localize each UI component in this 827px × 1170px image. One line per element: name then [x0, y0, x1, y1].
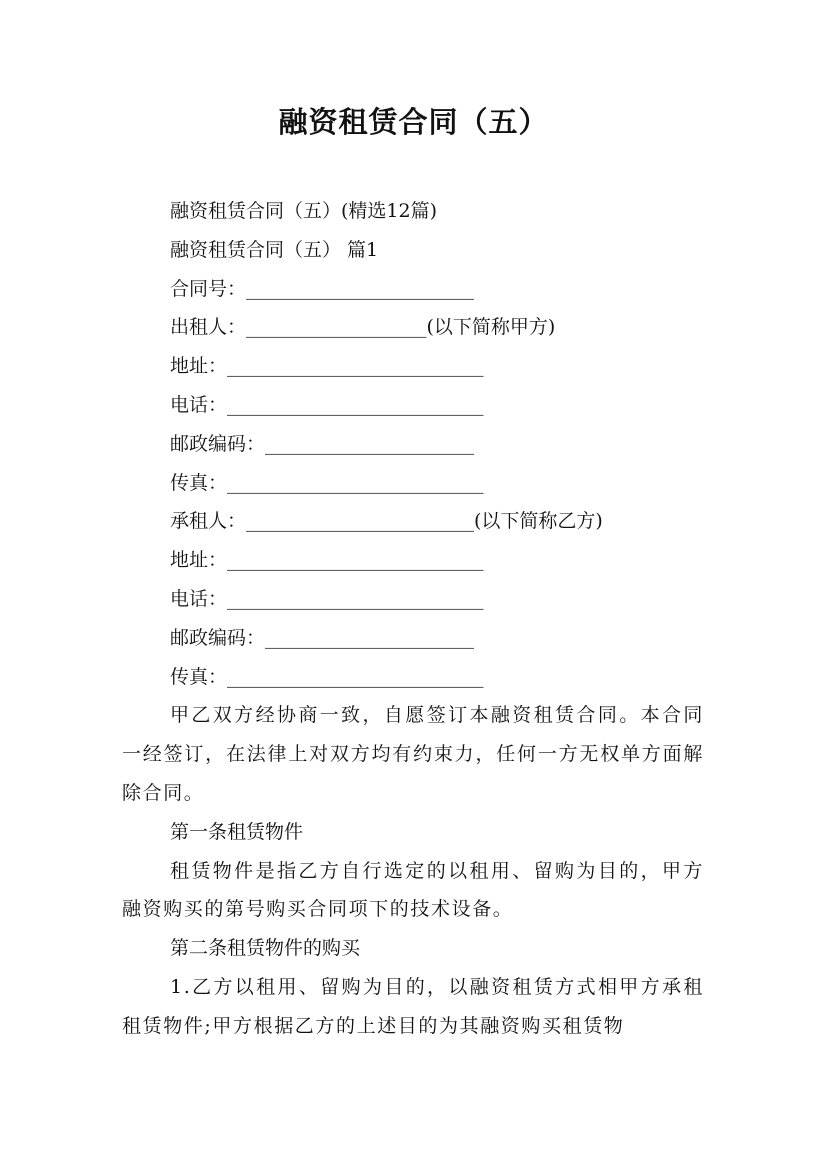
lessor-postcode-field: 邮政编码：______________________	[170, 432, 475, 455]
article-2-heading: 第二条租赁物件的购买	[170, 937, 361, 960]
contract-number-field: 合同号：________________________	[170, 277, 475, 300]
document-title: 融资租赁合同（五）	[278, 105, 549, 139]
lessor-address-field: 地址：___________________________	[170, 355, 484, 378]
lessee-fax-field: 传真：___________________________	[170, 665, 484, 688]
article-1-heading: 第一条租赁物件	[170, 820, 304, 843]
lessee-postcode-field: 邮政编码：______________________	[170, 626, 475, 649]
agreement-paragraph: 甲乙双方经协商一致，自愿签订本融资租赁合同。本合同一经签订，在法律上对双方均有约束力，任何一方无权单方面解除合同。	[122, 704, 704, 804]
lessor-phone-field: 电话：___________________________	[170, 393, 484, 416]
lessee-field: 承租人：________________________(以下简称乙方)	[170, 510, 603, 533]
lessor-field: 出租人：___________________(以下简称甲方)	[170, 316, 556, 339]
subtitle-line: 融资租赁合同（五）(精选12篇)	[170, 200, 438, 222]
lessee-phone-field: 电话：___________________________	[170, 587, 484, 610]
document-body	[122, 192, 704, 1046]
article-2-paragraph: 1.乙方以租用、留购为目的，以融资租赁方式相甲方承租租赁物件;甲方根据乙方的上述目的为其融资购买租赁物	[122, 975, 704, 1037]
article-1-paragraph: 租赁物件是指乙方自行选定的以租用、留购为目的，甲方融资购买的第号购买合同项下的技术设备。	[122, 859, 704, 921]
lessee-address-field: 地址：___________________________	[170, 549, 484, 572]
lessor-fax-field: 传真：___________________________	[170, 471, 484, 494]
section-line: 融资租赁合同（五） 篇1	[170, 238, 379, 261]
